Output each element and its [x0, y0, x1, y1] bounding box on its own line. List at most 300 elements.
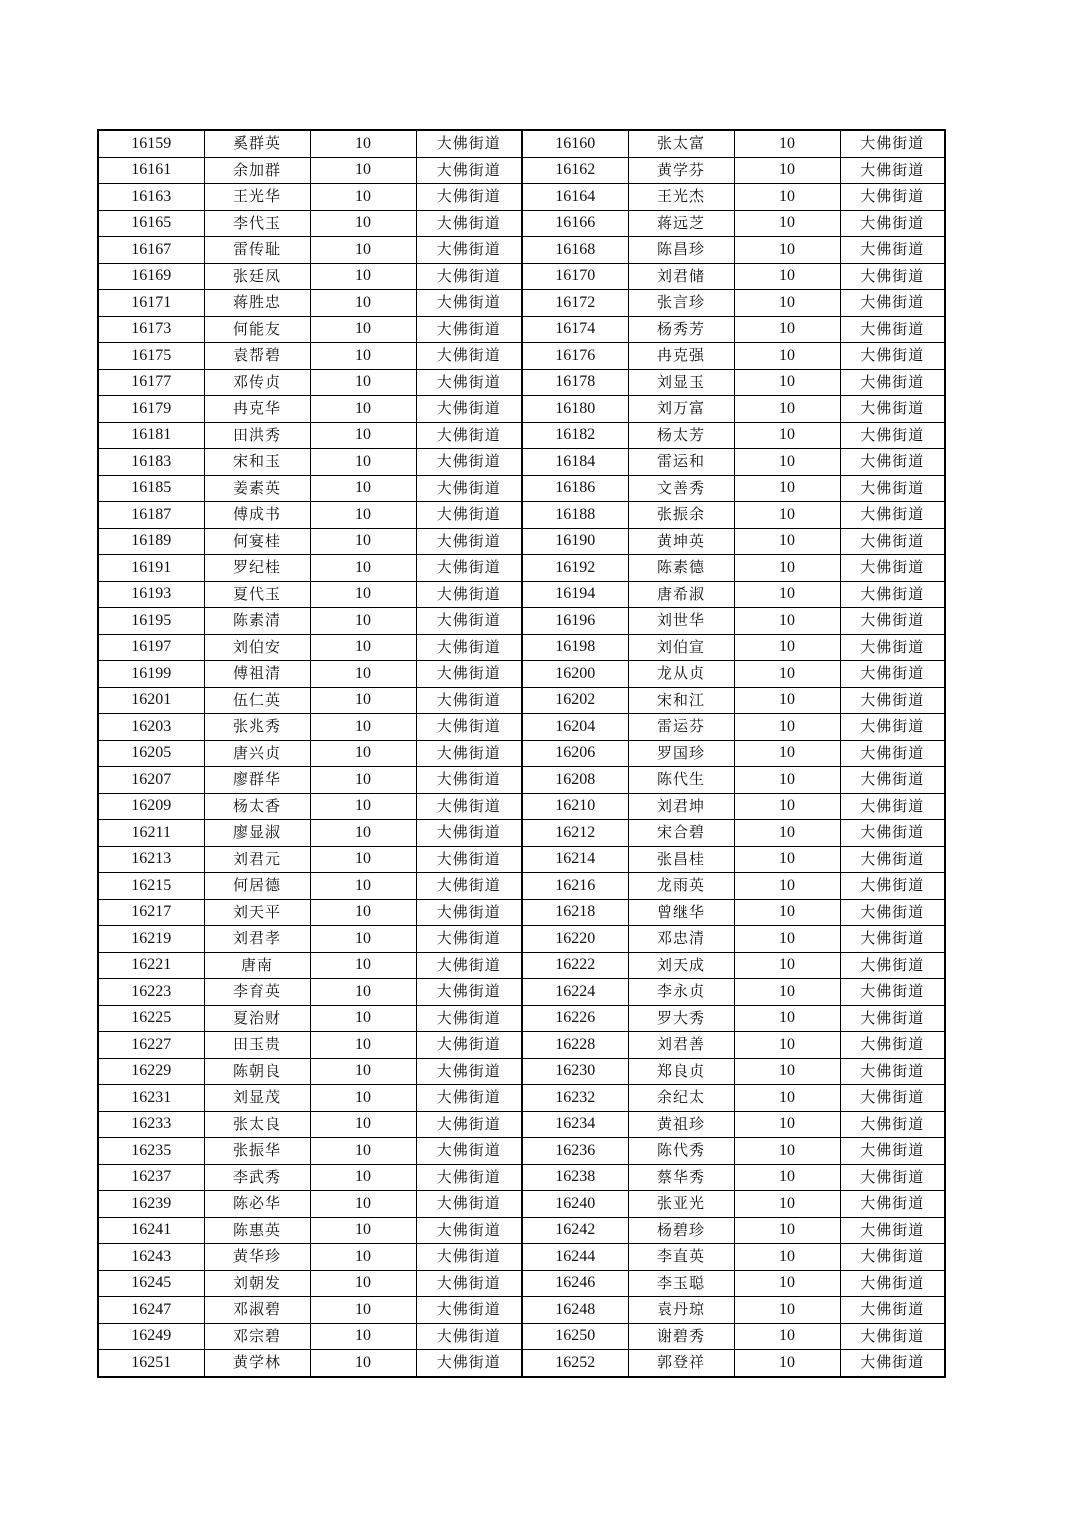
id-cell: 16168 [522, 237, 628, 264]
id-cell: 16176 [522, 343, 628, 370]
place-cell: 大佛街道 [416, 687, 522, 714]
place-cell: 大佛街道 [416, 1085, 522, 1112]
id-cell: 16201 [98, 687, 204, 714]
name-cell: 刘显茂 [204, 1085, 310, 1112]
id-cell: 16238 [522, 1164, 628, 1191]
count-cell: 10 [734, 634, 840, 661]
name-cell: 雷传耻 [204, 237, 310, 264]
id-cell: 16217 [98, 899, 204, 926]
name-cell: 蒋远芝 [628, 210, 734, 237]
count-cell: 10 [310, 475, 416, 502]
id-cell: 16209 [98, 793, 204, 820]
table-row [98, 873, 945, 900]
place-cell: 大佛街道 [416, 1217, 522, 1244]
name-cell: 郭登祥 [628, 1350, 734, 1377]
count-cell: 10 [734, 873, 840, 900]
name-cell: 陈代秀 [628, 1138, 734, 1165]
id-cell: 16247 [98, 1297, 204, 1324]
place-cell: 大佛街道 [840, 1111, 945, 1138]
count-cell: 10 [310, 184, 416, 211]
count-cell: 10 [310, 1032, 416, 1059]
place-cell: 大佛街道 [840, 793, 945, 820]
place-cell: 大佛街道 [840, 422, 945, 449]
table-row [98, 1085, 945, 1112]
count-cell: 10 [734, 687, 840, 714]
id-cell: 16200 [522, 661, 628, 688]
place-cell: 大佛街道 [840, 475, 945, 502]
id-cell: 16203 [98, 714, 204, 741]
table-row [98, 952, 945, 979]
count-cell: 10 [734, 608, 840, 635]
count-cell: 10 [310, 316, 416, 343]
table-row [98, 793, 945, 820]
name-cell: 黄坤英 [628, 528, 734, 555]
place-cell: 大佛街道 [840, 130, 945, 157]
table-row [98, 608, 945, 635]
name-cell: 张振华 [204, 1138, 310, 1165]
place-cell: 大佛街道 [840, 263, 945, 290]
name-cell: 龙雨英 [628, 873, 734, 900]
table-row [98, 1032, 945, 1059]
place-cell: 大佛街道 [840, 661, 945, 688]
place-cell: 大佛街道 [840, 210, 945, 237]
count-cell: 10 [734, 714, 840, 741]
count-cell: 10 [734, 369, 840, 396]
count-cell: 10 [310, 979, 416, 1006]
table-row [98, 502, 945, 529]
name-cell: 奚群英 [204, 130, 310, 157]
count-cell: 10 [734, 952, 840, 979]
name-cell: 杨太香 [204, 793, 310, 820]
id-cell: 16221 [98, 952, 204, 979]
table-row [98, 263, 945, 290]
id-cell: 16166 [522, 210, 628, 237]
id-cell: 16239 [98, 1191, 204, 1218]
name-cell: 刘朝发 [204, 1270, 310, 1297]
place-cell: 大佛街道 [416, 1191, 522, 1218]
count-cell: 10 [734, 846, 840, 873]
id-cell: 16165 [98, 210, 204, 237]
table-row [98, 1270, 945, 1297]
place-cell: 大佛街道 [840, 184, 945, 211]
id-cell: 16159 [98, 130, 204, 157]
name-cell: 刘天成 [628, 952, 734, 979]
id-cell: 16172 [522, 290, 628, 317]
table-row [98, 422, 945, 449]
place-cell: 大佛街道 [416, 1323, 522, 1350]
id-cell: 16183 [98, 449, 204, 476]
table-row [98, 210, 945, 237]
name-cell: 何宴桂 [204, 528, 310, 555]
id-cell: 16188 [522, 502, 628, 529]
table-row [98, 899, 945, 926]
name-cell: 唐南 [204, 952, 310, 979]
table-row [98, 1005, 945, 1032]
table-row [98, 1323, 945, 1350]
name-cell: 李代玉 [204, 210, 310, 237]
count-cell: 10 [310, 1164, 416, 1191]
id-cell: 16169 [98, 263, 204, 290]
count-cell: 10 [310, 767, 416, 794]
name-cell: 夏代玉 [204, 581, 310, 608]
id-cell: 16210 [522, 793, 628, 820]
name-cell: 田洪秀 [204, 422, 310, 449]
count-cell: 10 [310, 1244, 416, 1271]
id-cell: 16199 [98, 661, 204, 688]
table-row [98, 926, 945, 953]
place-cell: 大佛街道 [416, 343, 522, 370]
id-cell: 16214 [522, 846, 628, 873]
id-cell: 16215 [98, 873, 204, 900]
place-cell: 大佛街道 [416, 316, 522, 343]
count-cell: 10 [734, 237, 840, 264]
id-cell: 16178 [522, 369, 628, 396]
table-row [98, 396, 945, 423]
count-cell: 10 [734, 184, 840, 211]
place-cell: 大佛街道 [840, 1085, 945, 1112]
count-cell: 10 [310, 846, 416, 873]
place-cell: 大佛街道 [840, 1058, 945, 1085]
id-cell: 16231 [98, 1085, 204, 1112]
place-cell: 大佛街道 [416, 581, 522, 608]
table-row [98, 1191, 945, 1218]
table-row [98, 1138, 945, 1165]
count-cell: 10 [734, 661, 840, 688]
name-cell: 李永贞 [628, 979, 734, 1006]
name-cell: 何能友 [204, 316, 310, 343]
id-cell: 16163 [98, 184, 204, 211]
name-cell: 张昌桂 [628, 846, 734, 873]
place-cell: 大佛街道 [840, 767, 945, 794]
id-cell: 16191 [98, 555, 204, 582]
name-cell: 刘世华 [628, 608, 734, 635]
count-cell: 10 [734, 767, 840, 794]
table-row [98, 1297, 945, 1324]
id-cell: 16242 [522, 1217, 628, 1244]
name-cell: 廖群华 [204, 767, 310, 794]
place-cell: 大佛街道 [416, 661, 522, 688]
name-cell: 龙从贞 [628, 661, 734, 688]
place-cell: 大佛街道 [416, 157, 522, 184]
count-cell: 10 [310, 1085, 416, 1112]
place-cell: 大佛街道 [416, 1111, 522, 1138]
roster-table-body [98, 130, 945, 1377]
table-row [98, 130, 945, 157]
id-cell: 16206 [522, 740, 628, 767]
id-cell: 16162 [522, 157, 628, 184]
place-cell: 大佛街道 [840, 1270, 945, 1297]
table-row [98, 767, 945, 794]
name-cell: 张太富 [628, 130, 734, 157]
count-cell: 10 [310, 1138, 416, 1165]
name-cell: 蒋胜忠 [204, 290, 310, 317]
id-cell: 16248 [522, 1297, 628, 1324]
id-cell: 16195 [98, 608, 204, 635]
name-cell: 杨秀芳 [628, 316, 734, 343]
name-cell: 邓淑碧 [204, 1297, 310, 1324]
place-cell: 大佛街道 [416, 210, 522, 237]
name-cell: 王光杰 [628, 184, 734, 211]
count-cell: 10 [310, 687, 416, 714]
place-cell: 大佛街道 [840, 237, 945, 264]
id-cell: 16205 [98, 740, 204, 767]
name-cell: 王光华 [204, 184, 310, 211]
place-cell: 大佛街道 [840, 873, 945, 900]
id-cell: 16181 [98, 422, 204, 449]
place-cell: 大佛街道 [840, 979, 945, 1006]
place-cell: 大佛街道 [840, 926, 945, 953]
count-cell: 10 [310, 555, 416, 582]
name-cell: 袁帮碧 [204, 343, 310, 370]
id-cell: 16224 [522, 979, 628, 1006]
count-cell: 10 [734, 316, 840, 343]
name-cell: 何居德 [204, 873, 310, 900]
count-cell: 10 [310, 873, 416, 900]
count-cell: 10 [734, 396, 840, 423]
place-cell: 大佛街道 [416, 1244, 522, 1271]
place-cell: 大佛街道 [840, 608, 945, 635]
place-cell: 大佛街道 [840, 502, 945, 529]
place-cell: 大佛街道 [416, 369, 522, 396]
id-cell: 16164 [522, 184, 628, 211]
place-cell: 大佛街道 [416, 130, 522, 157]
count-cell: 10 [734, 449, 840, 476]
table-row [98, 1164, 945, 1191]
name-cell: 黄学林 [204, 1350, 310, 1377]
place-cell: 大佛街道 [416, 1350, 522, 1377]
place-cell: 大佛街道 [840, 1217, 945, 1244]
id-cell: 16234 [522, 1111, 628, 1138]
id-cell: 16251 [98, 1350, 204, 1377]
table-row [98, 184, 945, 211]
name-cell: 雷运芬 [628, 714, 734, 741]
count-cell: 10 [734, 1350, 840, 1377]
id-cell: 16227 [98, 1032, 204, 1059]
name-cell: 李育英 [204, 979, 310, 1006]
place-cell: 大佛街道 [840, 1191, 945, 1218]
id-cell: 16189 [98, 528, 204, 555]
name-cell: 唐兴贞 [204, 740, 310, 767]
place-cell: 大佛街道 [840, 899, 945, 926]
count-cell: 10 [310, 740, 416, 767]
count-cell: 10 [310, 210, 416, 237]
table-row [98, 1058, 945, 1085]
count-cell: 10 [310, 1217, 416, 1244]
place-cell: 大佛街道 [416, 449, 522, 476]
id-cell: 16170 [522, 263, 628, 290]
place-cell: 大佛街道 [416, 555, 522, 582]
count-cell: 10 [310, 714, 416, 741]
table-row [98, 581, 945, 608]
id-cell: 16244 [522, 1244, 628, 1271]
name-cell: 刘君元 [204, 846, 310, 873]
count-cell: 10 [310, 290, 416, 317]
id-cell: 16207 [98, 767, 204, 794]
id-cell: 16198 [522, 634, 628, 661]
id-cell: 16237 [98, 1164, 204, 1191]
name-cell: 刘天平 [204, 899, 310, 926]
name-cell: 宋合碧 [628, 820, 734, 847]
name-cell: 刘万富 [628, 396, 734, 423]
id-cell: 16211 [98, 820, 204, 847]
table-row [98, 661, 945, 688]
count-cell: 10 [310, 1111, 416, 1138]
id-cell: 16212 [522, 820, 628, 847]
place-cell: 大佛街道 [416, 1138, 522, 1165]
place-cell: 大佛街道 [840, 555, 945, 582]
name-cell: 刘显玉 [628, 369, 734, 396]
count-cell: 10 [734, 1138, 840, 1165]
id-cell: 16196 [522, 608, 628, 635]
name-cell: 陈惠英 [204, 1217, 310, 1244]
name-cell: 李直英 [628, 1244, 734, 1271]
name-cell: 姜素英 [204, 475, 310, 502]
place-cell: 大佛街道 [840, 740, 945, 767]
count-cell: 10 [310, 926, 416, 953]
count-cell: 10 [310, 1005, 416, 1032]
id-cell: 16245 [98, 1270, 204, 1297]
id-cell: 16186 [522, 475, 628, 502]
count-cell: 10 [734, 581, 840, 608]
count-cell: 10 [734, 130, 840, 157]
place-cell: 大佛街道 [840, 528, 945, 555]
count-cell: 10 [734, 793, 840, 820]
id-cell: 16236 [522, 1138, 628, 1165]
name-cell: 张廷凤 [204, 263, 310, 290]
count-cell: 10 [310, 1323, 416, 1350]
id-cell: 16208 [522, 767, 628, 794]
place-cell: 大佛街道 [416, 1032, 522, 1059]
name-cell: 陈朝良 [204, 1058, 310, 1085]
count-cell: 10 [734, 740, 840, 767]
id-cell: 16185 [98, 475, 204, 502]
name-cell: 刘君储 [628, 263, 734, 290]
name-cell: 陈必华 [204, 1191, 310, 1218]
count-cell: 10 [310, 449, 416, 476]
table-row [98, 1350, 945, 1377]
count-cell: 10 [734, 820, 840, 847]
name-cell: 曾继华 [628, 899, 734, 926]
id-cell: 16219 [98, 926, 204, 953]
name-cell: 张振余 [628, 502, 734, 529]
id-cell: 16213 [98, 846, 204, 873]
count-cell: 10 [310, 661, 416, 688]
place-cell: 大佛街道 [416, 1005, 522, 1032]
name-cell: 谢碧秀 [628, 1323, 734, 1350]
id-cell: 16204 [522, 714, 628, 741]
place-cell: 大佛街道 [416, 979, 522, 1006]
name-cell: 张太良 [204, 1111, 310, 1138]
name-cell: 蔡华秀 [628, 1164, 734, 1191]
name-cell: 黄华珍 [204, 1244, 310, 1271]
count-cell: 10 [310, 502, 416, 529]
place-cell: 大佛街道 [840, 952, 945, 979]
count-cell: 10 [734, 1297, 840, 1324]
count-cell: 10 [310, 422, 416, 449]
place-cell: 大佛街道 [840, 714, 945, 741]
name-cell: 余加群 [204, 157, 310, 184]
name-cell: 陈素清 [204, 608, 310, 635]
count-cell: 10 [310, 130, 416, 157]
count-cell: 10 [734, 1032, 840, 1059]
table-row [98, 634, 945, 661]
name-cell: 陈代生 [628, 767, 734, 794]
place-cell: 大佛街道 [416, 528, 522, 555]
count-cell: 10 [734, 422, 840, 449]
id-cell: 16220 [522, 926, 628, 953]
table-row [98, 1244, 945, 1271]
id-cell: 16175 [98, 343, 204, 370]
place-cell: 大佛街道 [840, 634, 945, 661]
name-cell: 杨碧珍 [628, 1217, 734, 1244]
name-cell: 宋和江 [628, 687, 734, 714]
table-row [98, 475, 945, 502]
name-cell: 李玉聪 [628, 1270, 734, 1297]
id-cell: 16250 [522, 1323, 628, 1350]
count-cell: 10 [310, 396, 416, 423]
id-cell: 16252 [522, 1350, 628, 1377]
id-cell: 16182 [522, 422, 628, 449]
place-cell: 大佛街道 [840, 581, 945, 608]
count-cell: 10 [734, 1270, 840, 1297]
name-cell: 罗国珍 [628, 740, 734, 767]
id-cell: 16193 [98, 581, 204, 608]
place-cell: 大佛街道 [416, 740, 522, 767]
name-cell: 张亚光 [628, 1191, 734, 1218]
id-cell: 16246 [522, 1270, 628, 1297]
place-cell: 大佛街道 [416, 873, 522, 900]
name-cell: 张言珍 [628, 290, 734, 317]
count-cell: 10 [310, 1270, 416, 1297]
count-cell: 10 [310, 263, 416, 290]
id-cell: 16229 [98, 1058, 204, 1085]
id-cell: 16249 [98, 1323, 204, 1350]
table-row [98, 714, 945, 741]
id-cell: 16230 [522, 1058, 628, 1085]
name-cell: 陈素德 [628, 555, 734, 582]
id-cell: 16197 [98, 634, 204, 661]
id-cell: 16222 [522, 952, 628, 979]
name-cell: 邓忠清 [628, 926, 734, 953]
table-row [98, 687, 945, 714]
id-cell: 16223 [98, 979, 204, 1006]
table-row [98, 343, 945, 370]
id-cell: 16233 [98, 1111, 204, 1138]
count-cell: 10 [734, 1164, 840, 1191]
place-cell: 大佛街道 [416, 952, 522, 979]
id-cell: 16228 [522, 1032, 628, 1059]
name-cell: 廖显淑 [204, 820, 310, 847]
table-row [98, 449, 945, 476]
name-cell: 冉克强 [628, 343, 734, 370]
table-row [98, 528, 945, 555]
id-cell: 16235 [98, 1138, 204, 1165]
name-cell: 袁丹琼 [628, 1297, 734, 1324]
name-cell: 邓传贞 [204, 369, 310, 396]
name-cell: 伍仁英 [204, 687, 310, 714]
id-cell: 16192 [522, 555, 628, 582]
place-cell: 大佛街道 [840, 1032, 945, 1059]
place-cell: 大佛街道 [840, 1005, 945, 1032]
count-cell: 10 [310, 1297, 416, 1324]
id-cell: 16226 [522, 1005, 628, 1032]
place-cell: 大佛街道 [840, 449, 945, 476]
table-row [98, 555, 945, 582]
count-cell: 10 [310, 608, 416, 635]
place-cell: 大佛街道 [416, 899, 522, 926]
table-row [98, 157, 945, 184]
count-cell: 10 [310, 1058, 416, 1085]
